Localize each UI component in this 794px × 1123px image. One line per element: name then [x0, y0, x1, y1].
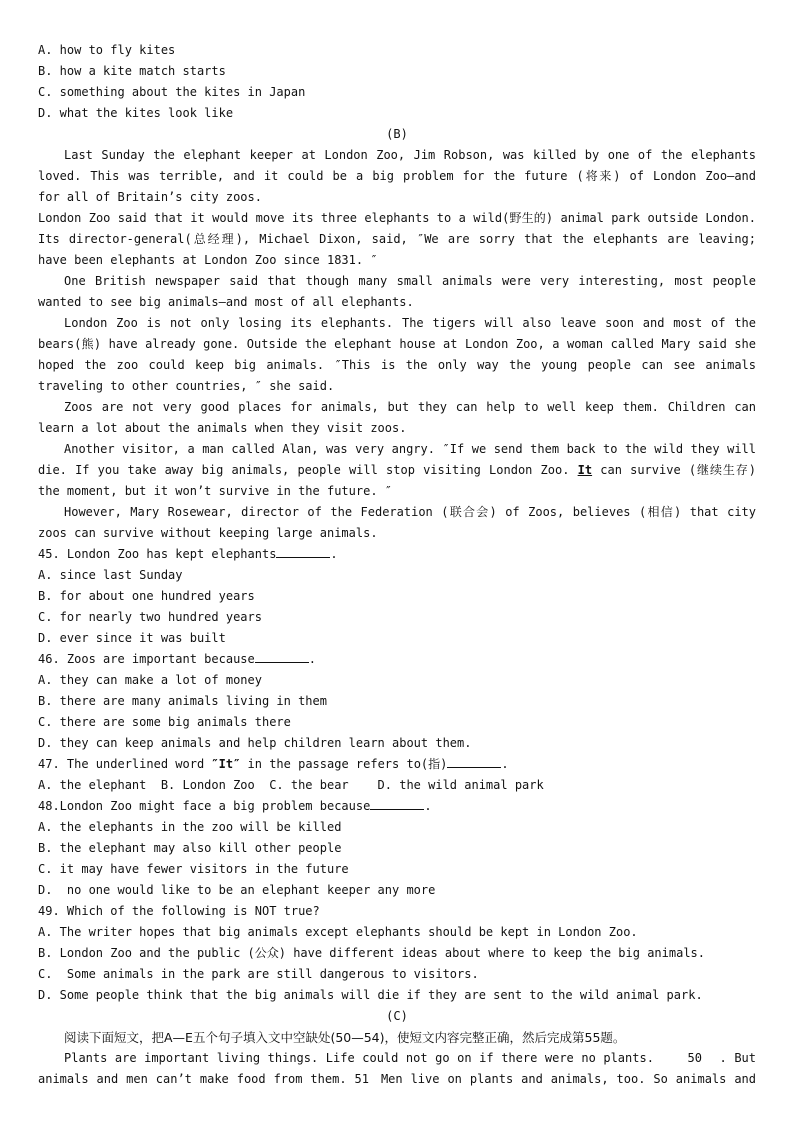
stem-end: . [330, 547, 338, 561]
option[interactable]: B. London Zoo and the public (公众) have different ideas about where to keep the big animals. [38, 946, 705, 960]
question-46 [38, 649, 756, 754]
passage-line: for all of Britain’s city zoos. [38, 190, 262, 204]
option[interactable]: C. for nearly two hundred years [38, 610, 262, 624]
stem-end: . [501, 757, 509, 771]
passage-line: London Zoo said that it would move its three elephants to a wild(野生的) animal park outside London. [38, 211, 756, 225]
passage-line: traveling to other countries, ″ she said. [38, 379, 335, 393]
stem-text: 47. The underlined word [38, 757, 212, 771]
section-b-title: (B) [386, 127, 408, 141]
question-47 [38, 754, 756, 796]
option[interactable]: D. Some people think that the big animals will die if they are sent to the wild animal park. [38, 988, 703, 1002]
question-stem [38, 796, 756, 817]
question-49 [38, 901, 756, 1006]
question-stem [38, 754, 756, 775]
passage-line [38, 460, 756, 481]
answer-blank[interactable] [370, 797, 424, 810]
passage-text: can survive (继续生存) [600, 463, 756, 477]
passage-line: learn a lot about the animals when they visit zoos. [38, 421, 407, 435]
passage-text: . But [719, 1051, 756, 1065]
passage-line: Zoos are not very good places for animals, but they can help to well keep them. Children can [64, 400, 756, 414]
option[interactable]: D. what the kites look like [38, 106, 234, 120]
stem-text: 45. London Zoo has kept elephants [38, 547, 277, 561]
blank-51[interactable]: 51 [355, 1069, 373, 1090]
passage-b-tail [38, 481, 756, 544]
blank-50[interactable]: 50 [662, 1048, 712, 1069]
stem-end: . [424, 799, 432, 813]
option[interactable]: B. the elephant may also kill other people [38, 841, 342, 855]
passage-line [38, 1048, 756, 1069]
option[interactable]: D. ever since it was built [38, 631, 226, 645]
answer-blank[interactable] [255, 650, 309, 663]
passage-text: Men live on plants and animals, too. So animals and [380, 1072, 756, 1086]
stem-text: in the passage refers to(指) [240, 757, 448, 771]
section-c-instruction: 阅读下面短文，把A—E五个句子填入文中空缺处(50—54)，使短文内容完整正确，然后完成第55题。 [64, 1030, 626, 1045]
option[interactable]: D. they can keep animals and help children learn about them. [38, 736, 472, 750]
option[interactable]: D. no one would like to be an elephant keeper any more [38, 883, 436, 897]
option[interactable]: C. Some animals in the park are still dangerous to visitors. [38, 967, 479, 981]
answer-blank[interactable] [447, 755, 501, 768]
option[interactable]: B. how a kite match starts [38, 64, 226, 78]
passage-line: One British newspaper said that though many small animals were very interesting, most people [64, 274, 756, 288]
passage-line: Its director-general(总经理), Michael Dixon, said, ″We are sorry that the elephants are leaving; [38, 232, 756, 246]
previous-question-options [38, 40, 756, 124]
question-48 [38, 796, 756, 901]
question-stem: 49. Which of the following is NOT true? [38, 904, 320, 918]
passage-line: wanted to see big animals—and most of all elephants. [38, 295, 414, 309]
option[interactable]: A. The writer hopes that big animals except elephants should be kept in London Zoo. [38, 925, 638, 939]
passage-text: animals and men can’t make food from them. [38, 1072, 347, 1086]
passage-line: However, Mary Rosewear, director of the Federation (联合会) of Zoos, believes (相信) that city [64, 505, 756, 519]
passage-c [38, 1048, 756, 1090]
underlined-word: It [577, 463, 593, 477]
option[interactable]: B. there are many animals living in them [38, 694, 327, 708]
option[interactable]: A. how to fly kites [38, 43, 176, 57]
question-45 [38, 544, 756, 649]
stem-end: . [308, 652, 316, 666]
option[interactable]: A. they can make a lot of money [38, 673, 262, 687]
stem-text: 46. Zoos are important because [38, 652, 255, 666]
passage-line: zoos can survive without keeping large animals. [38, 526, 378, 540]
quoted-word: ″It″ [211, 757, 241, 771]
answer-blank[interactable] [276, 545, 330, 558]
passage-line [38, 1069, 756, 1090]
passage-line: Last Sunday the elephant keeper at London Zoo, Jim Robson, was killed by one of the elephants [64, 148, 756, 162]
option[interactable]: A. since last Sunday [38, 568, 183, 582]
passage-text: Plants are important living things. Life could not go on if there were no plants. [64, 1051, 654, 1065]
passage-line: hoped the zoo could keep big animals. ″This is the only way the young people can see animals [38, 358, 756, 372]
option[interactable]: C. it may have fewer visitors in the future [38, 862, 349, 876]
document-page [38, 40, 756, 1090]
passage-line: London Zoo is not only losing its elephants. The tigers will also leave soon and most of the [64, 316, 756, 330]
passage-line: bears(熊) have already gone. Outside the elephant house at London Zoo, a woman called Mary said she [38, 337, 756, 351]
passage-b [38, 145, 756, 460]
passage-line: Another visitor, a man called Alan, was very angry. ″If we send them back to the wild they will [64, 442, 756, 456]
section-c-title: (C) [386, 1009, 408, 1023]
passage-text: die. If you take away big animals, people will stop visiting London Zoo. [38, 463, 570, 477]
option[interactable]: B. for about one hundred years [38, 589, 255, 603]
stem-text: 48.London Zoo might face a big problem because [38, 799, 371, 813]
passage-line: the moment, but it won’t survive in the future. ″ [38, 484, 393, 498]
passage-line: loved. This was terrible, and it could be a big problem for the future (将来) of London Zoo—and [38, 169, 756, 183]
question-stem [38, 544, 756, 565]
option[interactable]: C. something about the kites in Japan [38, 85, 306, 99]
question-stem [38, 649, 756, 670]
option-row[interactable]: A. the elephant B. London Zoo C. the bear D. the wild animal park [38, 778, 544, 792]
option[interactable]: C. there are some big animals there [38, 715, 291, 729]
option[interactable]: A. the elephants in the zoo will be killed [38, 820, 342, 834]
passage-line: have been elephants at London Zoo since 1831. ″ [38, 253, 378, 267]
